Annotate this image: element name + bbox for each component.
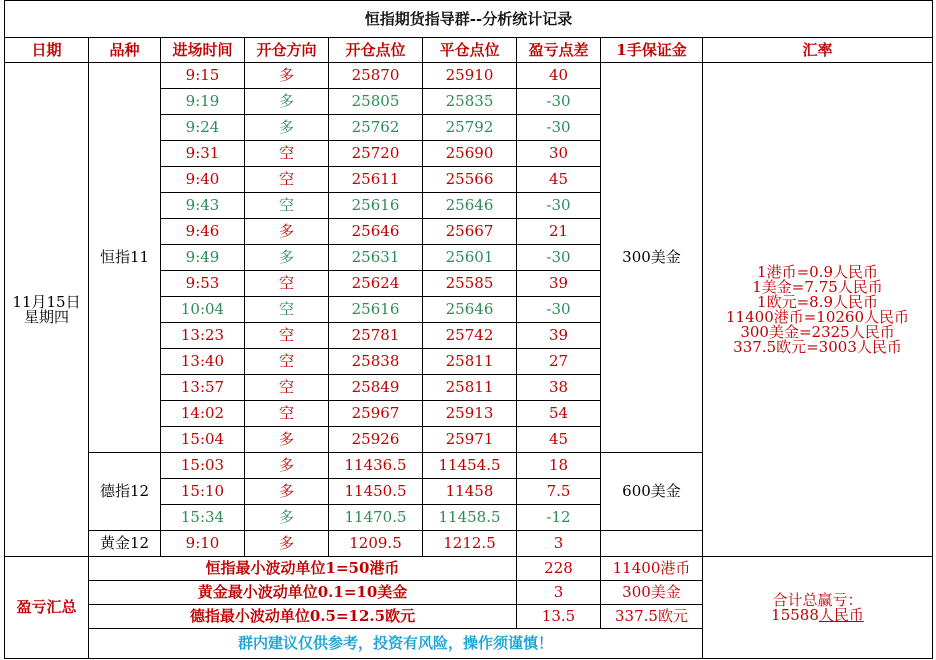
pnl-points: 21: [517, 219, 601, 245]
open-direction: 空: [245, 401, 329, 427]
entry-time: 15:03: [161, 453, 245, 479]
column-header: 平仓点位: [423, 38, 517, 63]
rate-line: 11400港币=10260人民币: [726, 307, 910, 326]
instrument-name: 德指12: [89, 453, 161, 531]
open-direction: 多: [245, 115, 329, 141]
open-price: 11450.5: [329, 479, 423, 505]
open-price: 25616: [329, 193, 423, 219]
open-price: 11436.5: [329, 453, 423, 479]
column-header: 进场时间: [161, 38, 245, 63]
open-price: 25631: [329, 245, 423, 271]
open-direction: 多: [245, 89, 329, 115]
entry-time: 15:10: [161, 479, 245, 505]
rate-line: 337.5欧元=3003人民币: [733, 337, 902, 356]
open-direction: 多: [245, 245, 329, 271]
open-direction: 多: [245, 219, 329, 245]
open-direction: 多: [245, 453, 329, 479]
pnl-points: 54: [517, 401, 601, 427]
open-price: 25720: [329, 141, 423, 167]
open-direction: 空: [245, 323, 329, 349]
pnl-points: 39: [517, 323, 601, 349]
total-pnl: [703, 557, 933, 659]
pnl-points: -30: [517, 115, 601, 141]
rate-line: 300美金=2325人民币: [740, 322, 895, 341]
date-day: 11月15日: [12, 292, 81, 311]
close-price: 25585: [423, 271, 517, 297]
summary-amount: 337.5欧元: [601, 605, 703, 629]
open-direction: 多: [245, 479, 329, 505]
close-price: 11458: [423, 479, 517, 505]
instrument-name: 恒指11: [89, 63, 161, 453]
close-price: 25811: [423, 349, 517, 375]
pnl-points: -30: [517, 297, 601, 323]
open-price: 25611: [329, 167, 423, 193]
entry-time: 9:43: [161, 193, 245, 219]
header-row: [5, 38, 933, 63]
close-price: 25835: [423, 89, 517, 115]
pnl-points: 3: [517, 531, 601, 557]
entry-time: 13:57: [161, 375, 245, 401]
total-value-line: [703, 605, 932, 624]
total-unit: 人民币: [818, 605, 864, 624]
entry-time: 15:34: [161, 505, 245, 531]
entry-time: 9:19: [161, 89, 245, 115]
open-direction: 多: [245, 427, 329, 453]
close-price: 25811: [423, 375, 517, 401]
close-price: 25646: [423, 297, 517, 323]
entry-time: 9:10: [161, 531, 245, 557]
entry-time: 9:15: [161, 63, 245, 89]
entry-time: 9:24: [161, 115, 245, 141]
open-price: 25926: [329, 427, 423, 453]
entry-time: 9:31: [161, 141, 245, 167]
summary-points: 13.5: [517, 605, 601, 629]
open-direction: 空: [245, 167, 329, 193]
column-header: 开仓方向: [245, 38, 329, 63]
close-price: 25601: [423, 245, 517, 271]
total-label: 合计总赢亏：: [772, 590, 863, 609]
open-price: 25838: [329, 349, 423, 375]
open-direction: 多: [245, 531, 329, 557]
summary-row: [5, 557, 933, 581]
pnl-points: 45: [517, 427, 601, 453]
open-price: 25781: [329, 323, 423, 349]
pnl-points: 18: [517, 453, 601, 479]
open-price: 25870: [329, 63, 423, 89]
open-direction: 空: [245, 349, 329, 375]
risk-notice: 群内建议仅供参考，投资有风险，操作须谨慎！: [89, 629, 703, 659]
open-price: 11470.5: [329, 505, 423, 531]
close-price: 25913: [423, 401, 517, 427]
entry-time: 9:53: [161, 271, 245, 297]
open-direction: 空: [245, 141, 329, 167]
pnl-points: 38: [517, 375, 601, 401]
exchange-rates: [703, 63, 933, 557]
entry-time: 9:46: [161, 219, 245, 245]
instrument-name: 黄金12: [89, 531, 161, 557]
pnl-points: 27: [517, 349, 601, 375]
margin-per-lot: [601, 531, 703, 557]
entry-time: 15:04: [161, 427, 245, 453]
margin-per-lot: 600美金: [601, 453, 703, 531]
column-header: 汇率: [703, 38, 933, 63]
open-price: 25762: [329, 115, 423, 141]
date-weekday: 星期四: [23, 307, 69, 326]
close-price: 25971: [423, 427, 517, 453]
summary-desc: 德指最小波动单位0.5=12.5欧元: [89, 605, 517, 629]
record-table: [4, 0, 933, 659]
entry-time: 14:02: [161, 401, 245, 427]
close-price: 25667: [423, 219, 517, 245]
entry-time: 13:23: [161, 323, 245, 349]
open-direction: 空: [245, 375, 329, 401]
summary-points: 3: [517, 581, 601, 605]
pnl-points: 7.5: [517, 479, 601, 505]
close-price: 11458.5: [423, 505, 517, 531]
open-direction: 空: [245, 193, 329, 219]
summary-points: 228: [517, 557, 601, 581]
open-direction: 多: [245, 63, 329, 89]
trade-date: [5, 63, 89, 557]
close-price: 25910: [423, 63, 517, 89]
close-price: 25646: [423, 193, 517, 219]
page-title: 恒指期货指导群--分析统计记录: [5, 1, 933, 38]
open-direction: 空: [245, 271, 329, 297]
close-price: 25742: [423, 323, 517, 349]
open-direction: 空: [245, 297, 329, 323]
pnl-points: -30: [517, 193, 601, 219]
close-price: 11454.5: [423, 453, 517, 479]
trade-row: [5, 63, 933, 89]
open-direction: 多: [245, 505, 329, 531]
summary-amount: 300美金: [601, 581, 703, 605]
total-value: 15588: [771, 605, 819, 624]
column-header: 1手保证金: [601, 38, 703, 63]
column-header: 盈亏点差: [517, 38, 601, 63]
pnl-points: 39: [517, 271, 601, 297]
pnl-points: -30: [517, 89, 601, 115]
pnl-points: 45: [517, 167, 601, 193]
summary-desc: 黄金最小波动单位0.1=10美金: [89, 581, 517, 605]
close-price: 25566: [423, 167, 517, 193]
open-price: 25624: [329, 271, 423, 297]
entry-time: 13:40: [161, 349, 245, 375]
open-price: 1209.5: [329, 531, 423, 557]
open-price: 25616: [329, 297, 423, 323]
column-header: 开仓点位: [329, 38, 423, 63]
entry-time: 10:04: [161, 297, 245, 323]
margin-per-lot: 300美金: [601, 63, 703, 453]
pnl-points: -12: [517, 505, 601, 531]
summary-amount: 11400港币: [601, 557, 703, 581]
entry-time: 9:40: [161, 167, 245, 193]
column-header: 品种: [89, 38, 161, 63]
entry-time: 9:49: [161, 245, 245, 271]
open-price: 25849: [329, 375, 423, 401]
close-price: 25792: [423, 115, 517, 141]
column-header: 日期: [5, 38, 89, 63]
open-price: 25967: [329, 401, 423, 427]
pnl-points: -30: [517, 245, 601, 271]
close-price: 25690: [423, 141, 517, 167]
rate-line: 1欧元=8.9人民币: [757, 292, 878, 311]
pnl-points: 30: [517, 141, 601, 167]
open-price: 25646: [329, 219, 423, 245]
close-price: 1212.5: [423, 531, 517, 557]
rate-line: 1港币=0.9人民币: [757, 262, 878, 281]
summary-desc: 恒指最小波动单位1=50港币: [89, 557, 517, 581]
open-price: 25805: [329, 89, 423, 115]
pnl-points: 40: [517, 63, 601, 89]
summary-label: 盈亏汇总: [5, 557, 89, 659]
rate-line: 1美金=7.75人民币: [752, 277, 883, 296]
